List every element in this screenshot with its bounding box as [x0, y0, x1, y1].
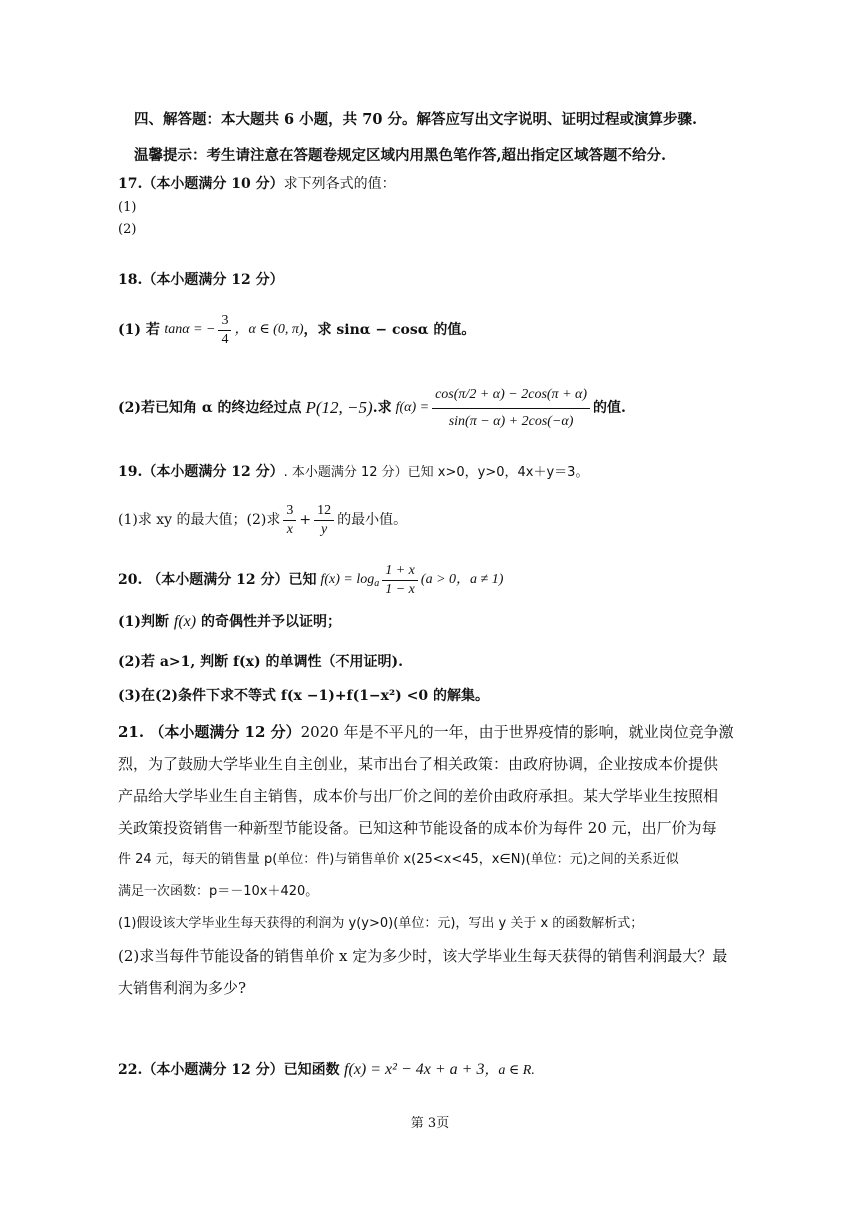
question-17: [118, 174, 740, 194]
q19-frac1-num: 3: [283, 502, 296, 521]
q21-line2: 烈，为了鼓励大学毕业生自主创业，某市出台了相关政策：由政府协调，企业按成本价提供: [118, 755, 719, 773]
question-19: [118, 462, 740, 483]
q18-p2-mid: .求: [372, 400, 392, 416]
q18-label: 18.（本小题满分 12 分）: [118, 272, 284, 288]
q18-p1-tail: ，求 sinα − cosα 的值。: [303, 322, 476, 338]
q20-p1-fx: f(x): [173, 613, 197, 630]
q22-tail: ，a ∈ R.: [484, 1063, 535, 1078]
q19-frac1: [283, 502, 296, 539]
q21-line5: 件 24 元，每天的销售量 p(单位：件)与销售单价 x(25<x<45，x∈N)(单位：元)之间的关系近似: [118, 852, 679, 867]
q20-log-base: a: [374, 578, 380, 589]
q17-text: 求下列各式的值：: [283, 176, 396, 192]
q19-text: . 本小题满分 12 分）已知 x>0，y>0，4x＋y＝3。: [283, 465, 589, 480]
q19-frac2-num: 12: [314, 502, 334, 521]
q18-p1-frac-num: 3: [218, 312, 231, 331]
q22-lead: 已知函数: [283, 1062, 340, 1078]
q18-p2-lead: (2)若已知角 α 的终边经过点: [118, 400, 302, 416]
q20-lead: 已知: [288, 572, 317, 588]
q21-line1-text: 2020 年是不平凡的一年，由于世界疫情的影响，就业岗位竞争激: [300, 723, 734, 741]
q21-part2b: 大销售利润为多少?: [118, 979, 247, 997]
exam-tip: 温馨提示：考生请注意在答题卷规定区域内用黑色笔作答,超出指定区域答题不给分.: [134, 147, 667, 164]
q18-p1-frac-den: 4: [221, 331, 229, 347]
section-heading: 四、解答题：本大题共 6 小题，共 70 分。解答应写出文字说明、证明过程或演算步骤.: [134, 111, 698, 128]
q20-part3: (3)在(2)条件下求不等式 f(x −1)+f(1−x²) <0 的解集。: [118, 688, 489, 704]
q20-frac-num: 1 + x: [382, 562, 418, 581]
q18-p2-fraction: [432, 382, 590, 435]
q20-condition: (a > 0，a ≠ 1): [420, 572, 504, 587]
q18-p1-fraction: [218, 312, 231, 349]
q20-frac-den: 1 − x: [385, 581, 415, 597]
q20-fraction: [382, 562, 418, 599]
q19-plus: +: [299, 512, 312, 528]
q21-line6: 满足一次函数：p＝－10x＋420。: [118, 884, 319, 899]
question-21: [118, 716, 738, 1004]
q19-tail: 的最小值。: [337, 512, 408, 528]
q17-label: 17.（本小题满分 10 分）: [118, 176, 284, 192]
q19-frac2: [314, 502, 334, 539]
q17-part2: (2): [118, 222, 137, 237]
q22-expr: f(x) = x² − 4x + a + 3: [344, 1061, 485, 1078]
q19-frac1-den: x: [286, 521, 293, 537]
q18-p2-numerator: cos(π/2 + α) − 2cos(π + α): [432, 382, 590, 409]
q20-p1-tail: 的奇偶性并予以证明；: [200, 614, 341, 630]
q19-parts: [118, 498, 740, 542]
q19-frac2-den: y: [321, 521, 328, 537]
q21-line3: 产品给大学毕业生自主销售，成本价与出厂价之间的差价由政府承担。某大学毕业生按照相: [118, 787, 719, 805]
q19-label: 19.（本小题满分 12 分）: [118, 464, 284, 480]
question-20: [118, 558, 740, 602]
q18-part2: [118, 372, 740, 444]
q20-part2: (2)若 a>1, 判断 f(x) 的单调性（不用证明).: [118, 654, 404, 670]
question-22: [118, 1060, 740, 1081]
q21-part2a: (2)求当每件节能设备的销售单价 x 定为多少时，该大学毕业生每天获得的销售利润最大？最: [118, 947, 728, 965]
q18-p2-tail: 的值.: [593, 400, 626, 416]
q21-line4: 关政策投资销售一种新型节能设备。已知这种节能设备的成本价为每件 20 元，出厂价为每: [118, 819, 717, 837]
q22-label: 22.（本小题满分 12 分）: [118, 1062, 284, 1078]
page-number: 第 3页: [410, 1116, 450, 1131]
q21-label: 21. （本小题满分 12 分）: [118, 723, 301, 741]
q17-part1: (1): [118, 200, 137, 215]
q20-label: 20. （本小题满分 12 分）: [118, 572, 289, 588]
q18-p1-lead: (1) 若: [118, 322, 160, 338]
q18-p2-point: P(12, −5): [305, 398, 373, 417]
q18-p2-fx: f(α) =: [395, 400, 430, 415]
q18-p1-cond2: ，α ∈ (0, π): [234, 322, 304, 337]
q19-p1: (1)求 xy 的最大值；(2)求: [118, 512, 281, 528]
q20-fx: f(x) = log: [320, 572, 375, 587]
q18-p2-denominator: sin(π − α) + 2cos(−α): [448, 413, 574, 429]
q21-line1: [118, 716, 738, 748]
q18-p1-cond1: tanα = −: [164, 322, 216, 337]
q20-p1-lead: (1)判断: [118, 614, 169, 630]
q21-part1: (1)假设该大学毕业生每天获得的利润为 y(y>0)(单位：元)，写出 y 关于 x 的函数解析式；: [118, 916, 644, 931]
q20-part1: [118, 612, 740, 632]
q18-part1: [118, 308, 740, 352]
